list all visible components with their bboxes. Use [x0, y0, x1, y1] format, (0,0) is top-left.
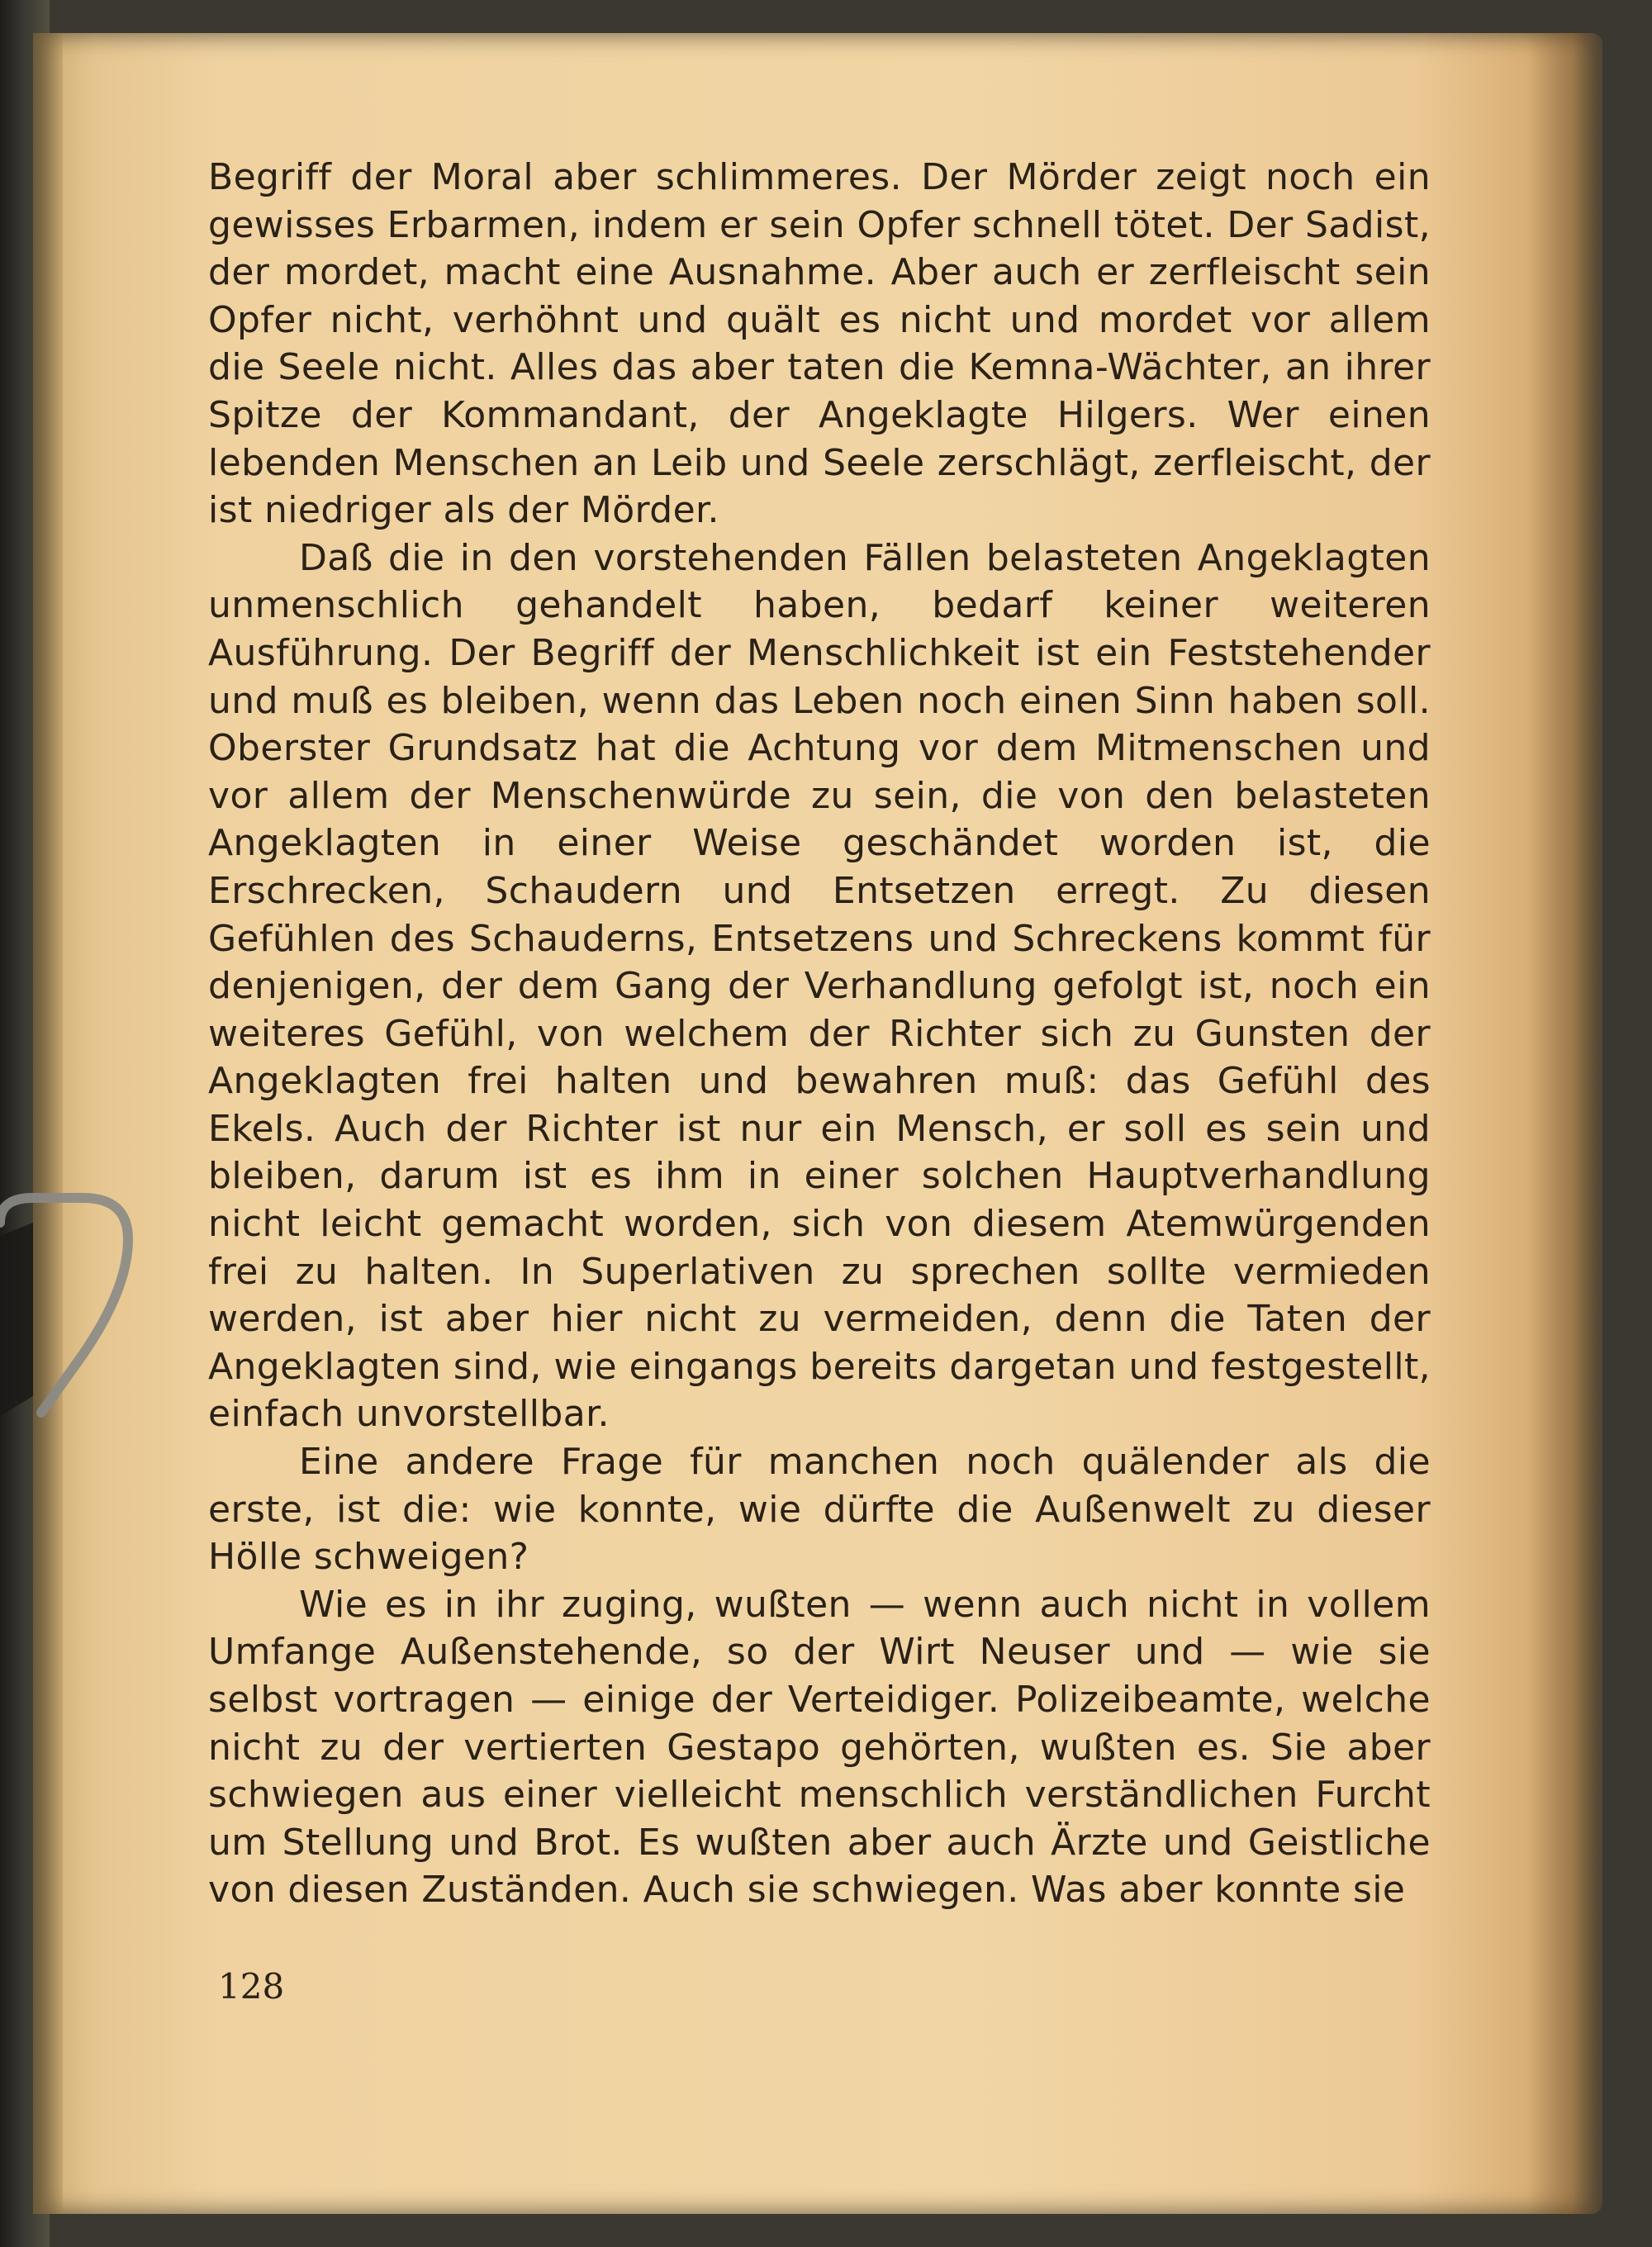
paragraph-3: Eine andere Frage für manchen noch quälender als die erste, ist die: wie konnte, wie dürfte die Außenwelt zu dieser Hölle schweigen?: [208, 1441, 1431, 1579]
page-fore-edge: [1528, 33, 1602, 2214]
page-gutter: [33, 33, 63, 2214]
paragraph-2: Daß die in den vorstehenden Fällen belasteten Angeklagten unmenschlich gehandelt haben, bedarf keiner weiteren Ausführung. Der Begriff der Menschlichkeit ist ein Feststehender und muß es bleiben, wenn das Leben noch einen Sinn haben soll. Oberster Grundsatz hat die Achtung vor dem Mitmenschen und vor allem der Menschenwürde zu sein, die von den belasteten Angeklagten in einer Weise geschändet worden ist, die Erschrecken, Schaudern und Entsetzen erregt. Zu diesen Gefühlen des Schauderns, Entsetzens und Schreckens kommt für denjenigen, der dem Gang der Verhandlung gefolgt ist, noch ein weiteres Gefühl, von welchem der Richter sich zu Gunsten der Angeklagten frei halten und bewahren muß: das Gefühl des Ekels. Auch der Richter ist nur ein Mensch, er soll es sein und bleiben, darum ist es ihm in einer solchen Hauptverhandlung nicht leicht gemacht worden, sich von diesem Atemwürgenden frei zu halten. In Superlativen zu sprechen sollte vermieden werden, ist aber hier nicht zu vermeiden, denn die Taten der Angeklagten sind, wie eingangs bereits dargetan und festgestellt, einfach unvorstellbar.: [208, 536, 1431, 1436]
paragraph-1: Begriff der Moral aber schlimmeres. Der Mörder zeigt noch ein gewisses Erbarmen, indem er sein Opfer schnell tötet. Der Sadist, der mordet, macht eine Ausnahme. Aber auch er zerfleischt sein Opfer nicht, verhöhnt und quält es nicht und mordet vor allem die Seele nicht. Alles das aber taten die Kemna-Wächter, an ihrer Spitze der Kommandant, der Angeklagte Hilgers. Wer einen lebenden Menschen an Leib und Seele zerschlägt, zerfleischt, der ist niedriger als der Mörder.: [208, 156, 1431, 532]
paragraph-4: Wie es in ihr zuging, wußten — wenn auch nicht in vollem Umfange Außenstehende, so der Wirt Neuser und — wie sie selbst vortragen — einige der Verteidiger. Polizeibeamte, welche nicht zu der vertierten Gestapo gehörten, wußten es. Sie aber schwiegen aus einer vielleicht menschlich verständlichen Furcht um Stellung und Brot. Es wußten aber auch Ärzte und Geistliche von diesen Zuständen. Auch sie schwiegen. Was aber konnte sie: [208, 1583, 1431, 1912]
body-text: [208, 154, 1431, 1914]
page-number: 128: [218, 1966, 285, 2007]
paper-clip-icon: [0, 1190, 149, 1429]
